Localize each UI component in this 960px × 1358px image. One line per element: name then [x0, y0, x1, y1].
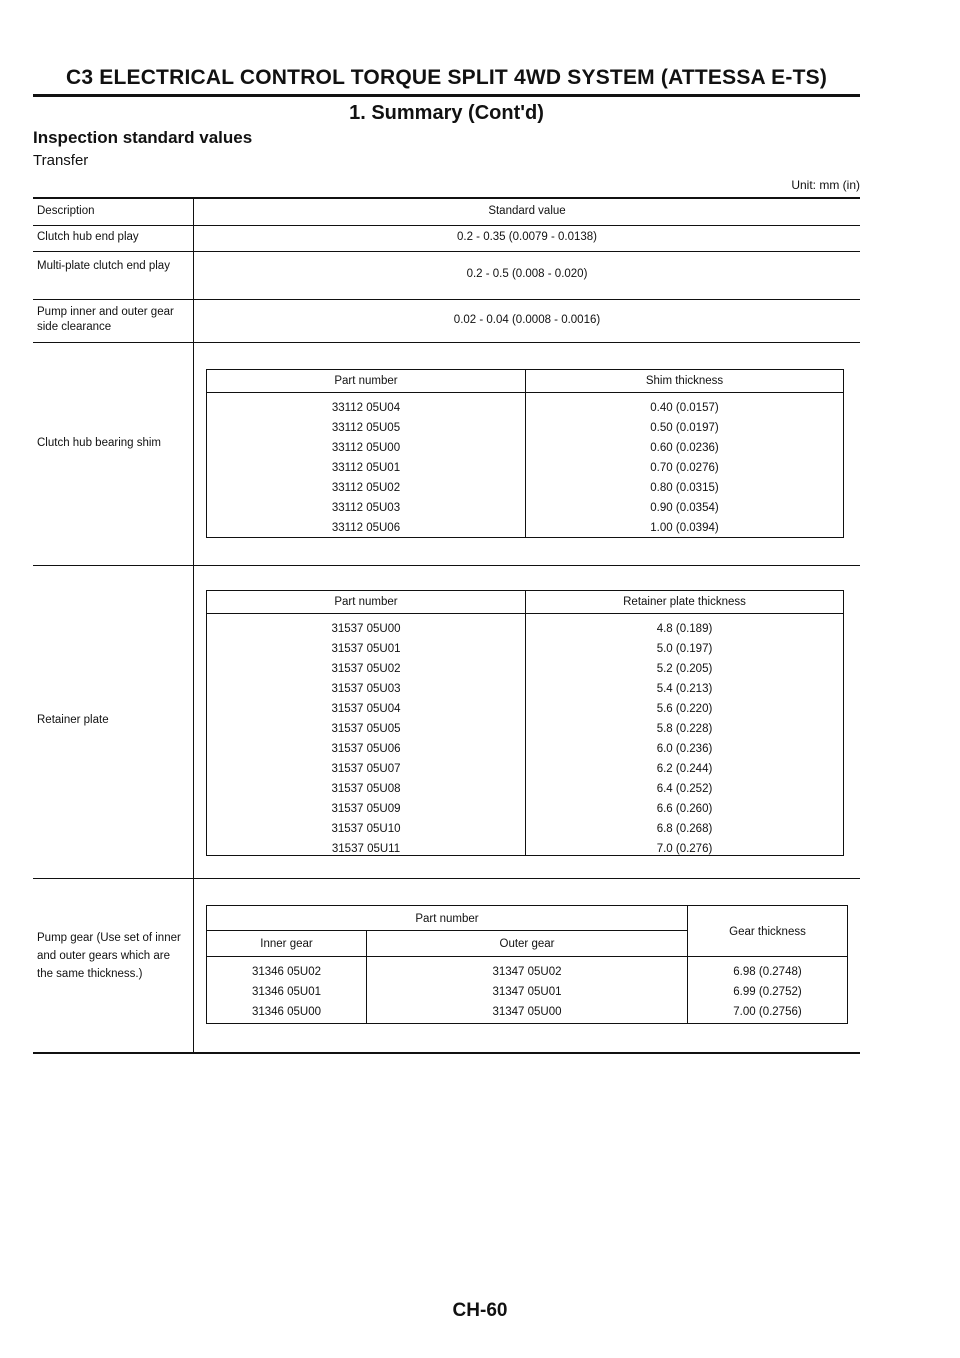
table-cell: 7.00 (0.2756) — [733, 1006, 802, 1018]
table-cell: 7.0 (0.276) — [656, 843, 713, 855]
retainer-subtable — [206, 590, 844, 856]
table-cell: 6.8 (0.268) — [656, 823, 713, 835]
subtable-header-rule — [207, 392, 843, 393]
table-cell: 6.98 (0.2748) — [733, 966, 802, 978]
subtable-header-inner-gear: Inner gear — [260, 938, 313, 950]
header-rule — [33, 225, 860, 226]
title-rule — [33, 94, 860, 97]
pump-gear-subtable — [206, 905, 848, 1024]
row-value: 0.2 - 0.35 (0.0079 - 0.0138) — [456, 231, 597, 243]
table-cell: 31346 05U00 — [251, 1006, 322, 1018]
subtable-rule — [207, 930, 687, 931]
page-number: CH-60 — [452, 1300, 508, 1321]
table-bottom-rule — [33, 1052, 860, 1054]
table-cell: 5.8 (0.228) — [656, 723, 713, 735]
subtable-header-part-number: Part number — [415, 913, 479, 925]
table-cell: 0.40 (0.0157) — [650, 402, 719, 414]
table-cell: 33112 05U05 — [331, 422, 401, 434]
table-cell: 31537 05U10 — [331, 823, 401, 835]
retainer-thickness-list — [526, 619, 843, 859]
row-description: Clutch hub bearing shim — [37, 437, 162, 449]
table-cell: 31347 05U01 — [492, 986, 562, 998]
table-cell: 31537 05U07 — [331, 763, 401, 775]
shim-part-list — [207, 398, 525, 538]
subtable-header-outer-gear: Outer gear — [499, 938, 555, 950]
shim-thickness-list — [526, 398, 843, 538]
row-rule — [33, 565, 860, 566]
table-cell: 31537 05U00 — [331, 623, 401, 635]
table-top-rule — [33, 197, 860, 199]
table-cell: 33112 05U02 — [331, 482, 401, 494]
table-cell: 31537 05U06 — [331, 743, 401, 755]
table-cell: 0.60 (0.0236) — [650, 442, 719, 454]
table-cell: 6.4 (0.252) — [656, 783, 713, 795]
retainer-part-list — [207, 619, 525, 859]
table-cell: 5.2 (0.205) — [656, 663, 713, 675]
table-cell: 6.99 (0.2752) — [733, 986, 802, 998]
table-cell: 4.8 (0.189) — [656, 623, 713, 635]
row-rule — [33, 342, 860, 343]
table-cell: 31537 05U04 — [331, 703, 401, 715]
table-cell: 6.6 (0.260) — [656, 803, 713, 815]
table-cell: 33112 05U03 — [331, 502, 401, 514]
table-cell: 31537 05U01 — [331, 643, 401, 655]
subtable-header-rule — [207, 956, 847, 957]
table-cell: 33112 05U01 — [331, 462, 401, 474]
subtable-header-part-number: Part number — [334, 596, 398, 608]
table-cell: 5.0 (0.197) — [656, 643, 713, 655]
row-description: Clutch hub end play — [37, 231, 139, 243]
table-cell: 31537 05U03 — [331, 683, 401, 695]
table-cell: 0.80 (0.0315) — [650, 482, 719, 494]
table-cell: 31347 05U00 — [492, 1006, 562, 1018]
table-cell: 31537 05U09 — [331, 803, 401, 815]
column-header-description: Description — [37, 205, 95, 217]
table-cell: 5.6 (0.220) — [656, 703, 713, 715]
row-rule — [33, 878, 860, 879]
shim-subtable — [206, 369, 844, 538]
table-cell: 5.4 (0.213) — [656, 683, 713, 695]
gear-thickness-list — [688, 962, 847, 1022]
column-header-standard-value: Standard value — [488, 205, 566, 217]
table-cell: 33112 05U04 — [331, 402, 401, 414]
row-value: 0.02 - 0.04 (0.0008 - 0.0016) — [453, 314, 601, 326]
table-cell: 31537 05U02 — [331, 663, 401, 675]
table-cell: 0.50 (0.0197) — [650, 422, 719, 434]
table-cell: 1.00 (0.0394) — [650, 522, 719, 534]
inner-gear-list — [207, 962, 366, 1022]
subtable-header-part-number: Part number — [334, 375, 398, 387]
row-description: Retainer plate — [37, 714, 109, 726]
row-rule — [33, 299, 860, 300]
table-cell: 6.2 (0.244) — [656, 763, 713, 775]
row-description: Pump gear (Use set of inner and outer gears which are the same thickness.) — [37, 932, 181, 980]
table-cell: 33112 05U06 — [331, 522, 401, 534]
subtable-header-shim-thickness: Shim thickness — [645, 375, 724, 387]
table-cell: 31346 05U01 — [251, 986, 322, 998]
table-cell: 31537 05U08 — [331, 783, 401, 795]
table-cell: 0.90 (0.0354) — [650, 502, 719, 514]
row-description: Pump inner and outer gear side clearance — [37, 306, 174, 333]
table-cell: 31346 05U02 — [251, 966, 322, 978]
table-cell: 0.70 (0.0276) — [650, 462, 719, 474]
subtable-header-retainer-thickness: Retainer plate thickness — [623, 596, 746, 608]
subtable-header-rule — [207, 613, 843, 614]
page-heading: Inspection standard values — [33, 128, 253, 147]
table-cell: 31347 05U02 — [492, 966, 562, 978]
subtable-header-gear-thickness: Gear thickness — [729, 926, 806, 938]
unit-label: Unit: mm (in) — [791, 178, 860, 192]
row-description: Multi-plate clutch end play — [37, 260, 170, 272]
row-value: 0.2 - 0.5 (0.008 - 0.020) — [466, 268, 588, 280]
page-subheading: Transfer — [33, 152, 89, 169]
table-cell: 33112 05U00 — [331, 442, 401, 454]
row-rule — [33, 251, 860, 252]
table-cell: 31537 05U11 — [331, 843, 401, 855]
section-subtitle: 1. Summary (Cont'd) — [349, 102, 544, 124]
table-cell: 31537 05U05 — [331, 723, 401, 735]
section-title: C3 ELECTRICAL CONTROL TORQUE SPLIT 4WD SYSTEM (ATTESSA E-TS) — [65, 66, 828, 89]
table-cell: 6.0 (0.236) — [656, 743, 713, 755]
outer-gear-list — [367, 962, 687, 1022]
